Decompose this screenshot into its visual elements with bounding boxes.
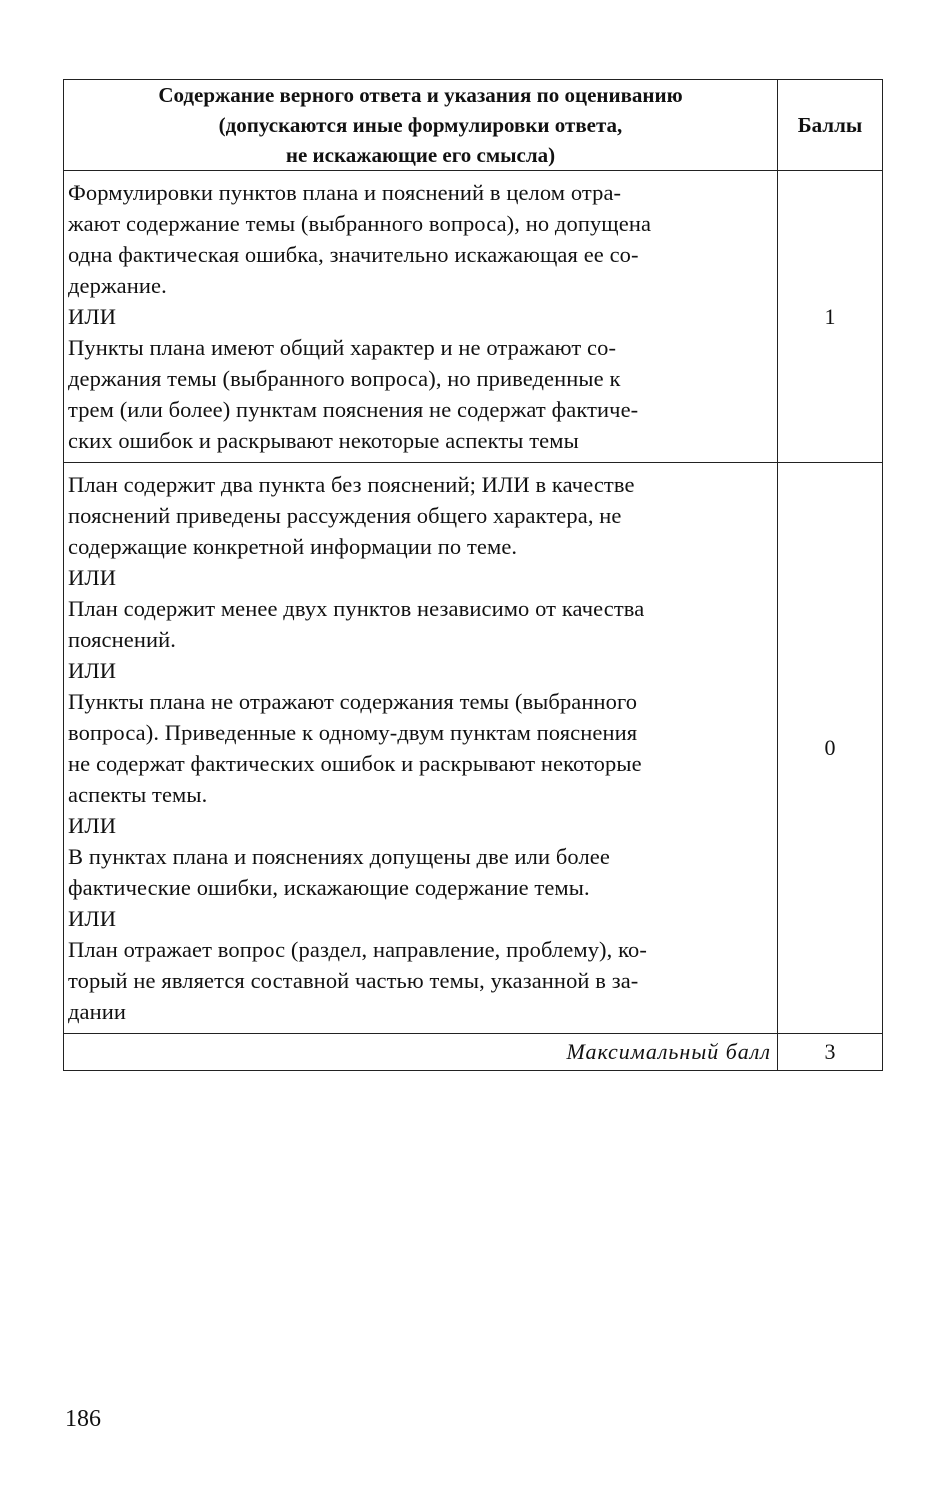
header-score-cell: Баллы	[778, 80, 883, 171]
criteria-cell	[64, 171, 778, 463]
criteria-line: В пунктах плана и пояснениях допущены две или более	[68, 844, 610, 869]
max-score-value: 3	[778, 1034, 883, 1071]
table-row	[64, 463, 883, 1034]
table-footer-row	[64, 1034, 883, 1071]
score-cell: 1	[778, 171, 883, 463]
criteria-line: ИЛИ	[68, 813, 117, 838]
criteria-cell	[64, 463, 778, 1034]
page-number: 186	[65, 1406, 101, 1432]
max-score-label: Максимальный балл	[64, 1034, 778, 1071]
criteria-line: пояснений.	[68, 627, 176, 652]
criteria-line: торый не является составной частью темы, указанной в за-	[68, 968, 639, 993]
criteria-line: держание.	[68, 273, 167, 298]
criteria-line: Пункты плана имеют общий характер и не отражают со-	[68, 335, 617, 360]
criteria-line: План содержит два пункта без пояснений; ИЛИ в качестве	[68, 472, 635, 497]
criteria-line: держания темы (выбранного вопроса), но приведенные к	[68, 366, 621, 391]
criteria-line: пояснений приведены рассуждения общего характера, не	[68, 503, 622, 528]
criteria-line: трем (или более) пунктам пояснения не содержат фактиче-	[68, 397, 639, 422]
score-cell: 0	[778, 463, 883, 1034]
grading-table	[63, 79, 883, 1071]
criteria-line: дании	[68, 999, 127, 1024]
criteria-line: содержащие конкретной информации по теме.	[68, 534, 518, 559]
header-content-cell	[64, 80, 778, 171]
criteria-line: ИЛИ	[68, 658, 117, 683]
criteria-line: План отражает вопрос (раздел, направление, проблему), ко-	[68, 937, 647, 962]
criteria-line: жают содержание темы (выбранного вопроса), но допущена	[68, 211, 652, 236]
header-line: не искажающие его смысла)	[285, 143, 556, 167]
criteria-line: вопроса). Приведенные к одному-двум пунктам пояснения	[68, 720, 638, 745]
criteria-line: Формулировки пунктов плана и пояснений в целом отра-	[68, 180, 622, 205]
criteria-line: Пункты плана не отражают содержания темы (выбранного	[68, 689, 638, 714]
criteria-line: ИЛИ	[68, 304, 117, 329]
criteria-line: ИЛИ	[68, 906, 117, 931]
criteria-line: не содержат фактических ошибок и раскрывают некоторые	[68, 751, 642, 776]
criteria-line: фактические ошибки, искажающие содержание темы.	[68, 875, 590, 900]
criteria-line: одна фактическая ошибка, значительно искажающая ее со-	[68, 242, 639, 267]
criteria-line: План содержит менее двух пунктов независимо от качества	[68, 596, 645, 621]
criteria-line: аспекты темы.	[68, 782, 208, 807]
criteria-line: ИЛИ	[68, 565, 117, 590]
table-row	[64, 171, 883, 463]
header-line: (допускаются иные формулировки ответа,	[218, 113, 623, 137]
table-header-row	[64, 80, 883, 171]
header-line: Содержание верного ответа и указания по оцениванию	[158, 83, 683, 107]
criteria-line: ских ошибок и раскрывают некоторые аспекты темы	[68, 428, 579, 453]
